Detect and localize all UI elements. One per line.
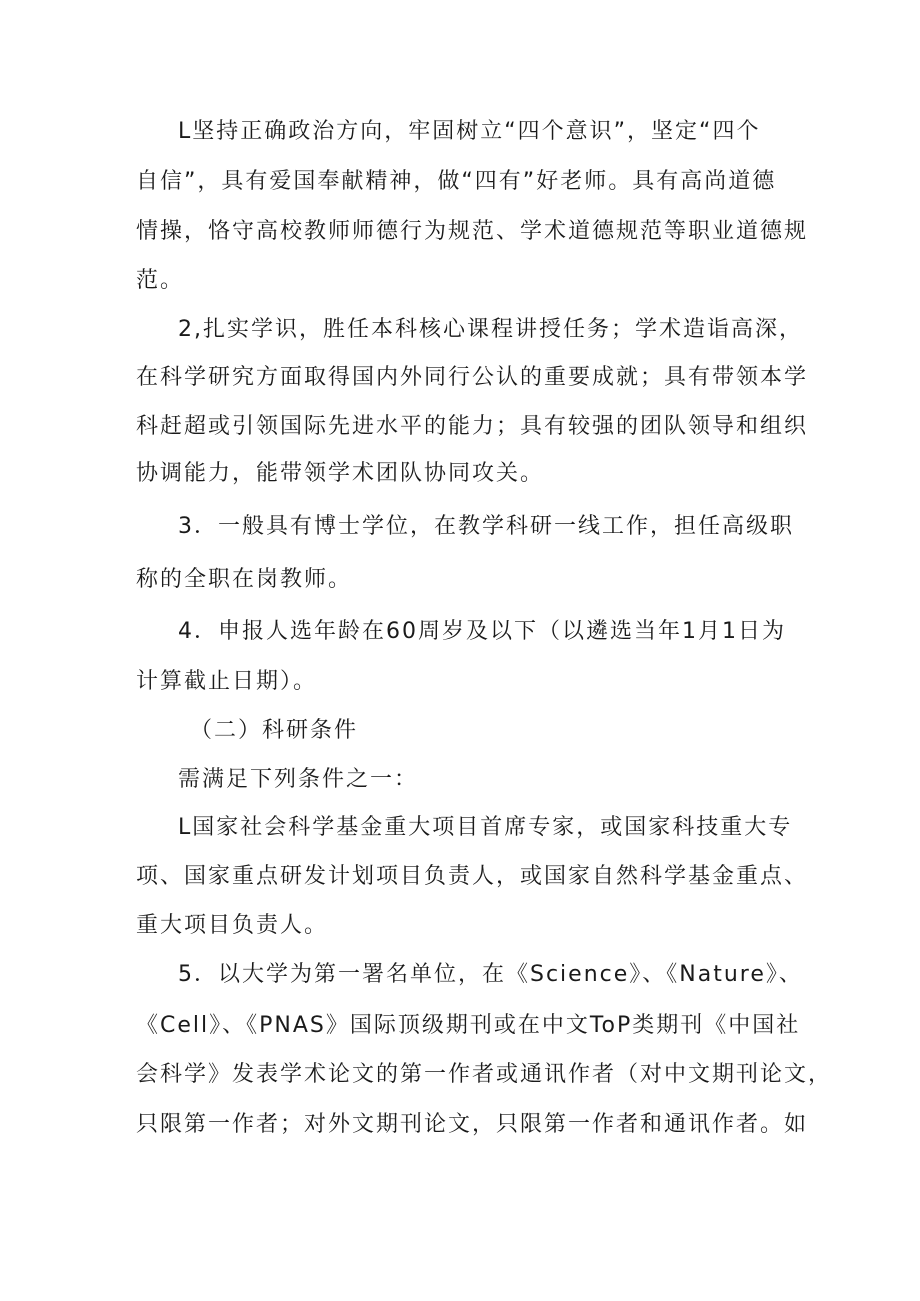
text-line: 协调能力，能带领学术团队协同攻关。 <box>136 461 545 486</box>
text-line: 只限第一作者；对外文期刊论文，只限第一作者和通讯作者。如 <box>136 1112 809 1137</box>
text-line: 项、国家重点研发计划项目负责人，或国家自然科学基金重点、 <box>136 864 809 889</box>
text-line: 《Cell》、《PNAS》国际顶级期刊或在中文ToP类期刊《中国社 <box>136 1013 801 1038</box>
text-line: 情操，恪守高校教师师德行为规范、学术道德规范等职业道德规 <box>136 219 809 244</box>
section-heading: （二）科研条件 <box>190 718 359 743</box>
text-line: 在科学研究方面取得国内外同行公认的重要成就；具有带领本学 <box>136 365 809 390</box>
text-line: 计算截止日期）。 <box>136 669 318 694</box>
text-line: L国家社会科学基金重大项目首席专家，或国家科技重大专 <box>178 815 793 840</box>
text-line: 称的全职在岗教师。 <box>136 567 353 592</box>
text-line: 范。 <box>136 268 185 293</box>
text-line: 自信”，具有爱国奉献精神，做“四有”好老师。具有高尚道德 <box>136 169 777 194</box>
text-line: 会科学》发表学术论文的第一作者或通讯作者（对中文期刊论文， <box>136 1062 833 1087</box>
text-line: 需满足下列条件之一： <box>178 767 419 792</box>
text-line: 2,扎实学识，胜任本科核心课程讲授任务；学术造诣高深， <box>178 317 803 342</box>
text-line: L坚持正确政治方向，牢固树立“四个意识”，坚定“四个 <box>178 119 761 144</box>
text-line: 3．一般具有博士学位，在教学科研一线工作，担任高级职 <box>178 514 794 539</box>
text-line: 重大项目负责人。 <box>136 913 329 938</box>
text-line: 4．申报人选年龄在60周岁及以下（以遴选当年1月1日为 <box>178 619 786 644</box>
text-line: 5．以大学为第一署名单位，在《Science》、《Nature》、 <box>178 962 803 987</box>
text-line: 科赶超或引领国际先进水平的能力；具有较强的团队领导和组织 <box>136 414 809 439</box>
